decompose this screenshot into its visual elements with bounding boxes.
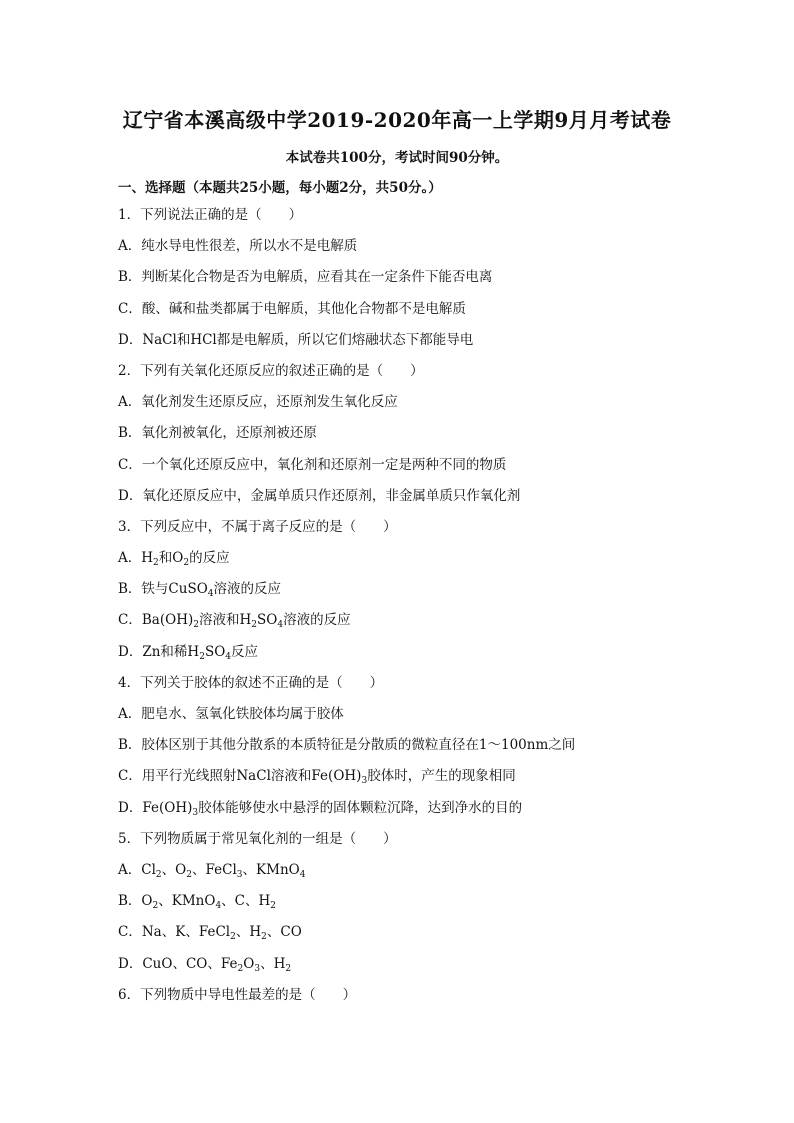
question-3-option-d: D．Zn和稀$H_2SO_4$反应 <box>118 643 258 662</box>
exam-info: 本试卷共100分，考试时间90分钟。 <box>285 150 509 166</box>
question-1-option-d: D．NaCl和HCl都是电解质，所以它们熔融状态下都能导电 <box>118 331 474 348</box>
question-5-option-d: D．CuO、CO、$Fe_2O_3$、$H_2$ <box>118 955 292 974</box>
question-3-stem: 3．下列反应中，不属于离子反应的是（ ） <box>118 518 397 535</box>
question-4-option-b: B．胶体区别于其他分散系的本质特征是分散质的微粒直径在1～100nm之间 <box>118 737 576 754</box>
question-1-stem: 1．下列说法正确的是（ ） <box>118 207 303 223</box>
question-2-option-c: C．一个氧化还原反应中，氧化剂和还原剂一定是两种不同的物质 <box>118 456 507 473</box>
section-heading: 一、选择题（本题共25小题，每小题2分，共50分。） <box>118 180 442 196</box>
question-6-stem: 6．下列物质中导电性最差的是（ ） <box>118 986 357 1003</box>
question-4-option-d: D．$Fe(OH)_3$胶体能够使水中悬浮的固体颗粒沉降，达到净水的目的 <box>118 799 523 818</box>
question-5-option-a: A．$Cl_2$、$O_2$、FeCl$_3$、KMnO$_4$ <box>118 861 306 880</box>
question-1-option-c: C．酸、碱和盐类都属于电解质，其他化合物都不是电解质 <box>118 300 466 317</box>
question-2-option-b: B．氧化剂被氧化，还原剂被还原 <box>118 425 317 442</box>
question-5-stem: 5．下列物质属于常见氧化剂的一组是（ ） <box>118 830 397 847</box>
question-2-stem: 2．下列有关氧化还原反应的叙述正确的是（ ） <box>118 362 424 379</box>
question-5-option-c: C．Na、K、FeCl$_2$、$H_2$、CO <box>118 924 302 943</box>
question-2-option-d: D．氧化还原反应中，金属单质只作还原剂，非金属单质只作氧化剂 <box>118 487 521 504</box>
question-4-option-a: A．肥皂水、氢氧化铁胶体均属于胶体 <box>118 706 344 722</box>
question-1-option-a: A．纯水导电性很差，所以水不是电解质 <box>118 238 358 255</box>
question-3-option-a: A．$H_2$和$O_2$的反应 <box>118 550 230 569</box>
question-5-option-b: B．$O_2$、KMnO$_4$、C、$H_2$ <box>118 893 277 912</box>
question-3-option-c: C．$Ba(OH)_2$溶液和$H_2SO_4$溶液的反应 <box>118 612 351 631</box>
question-list <box>118 206 718 1017</box>
page-title: 辽宁省本溪高级中学2019-2020年高一上学期9月月考试卷 <box>122 108 672 132</box>
question-4-stem: 4．下列关于胶体的叙述不正确的是（ ） <box>118 674 384 691</box>
question-1-option-b: B．判断某化合物是否为电解质，应看其在一定条件下能否电离 <box>118 269 493 286</box>
question-2-option-a: A．氧化剂发生还原反应，还原剂发生氧化反应 <box>118 394 398 411</box>
question-3-option-b: B．铁与CuSO$_4$溶液的反应 <box>118 581 282 600</box>
question-4-option-c: C．用平行光线照射NaCl溶液和$Fe(OH)_3$胶体时，产生的现象相同 <box>118 768 516 787</box>
